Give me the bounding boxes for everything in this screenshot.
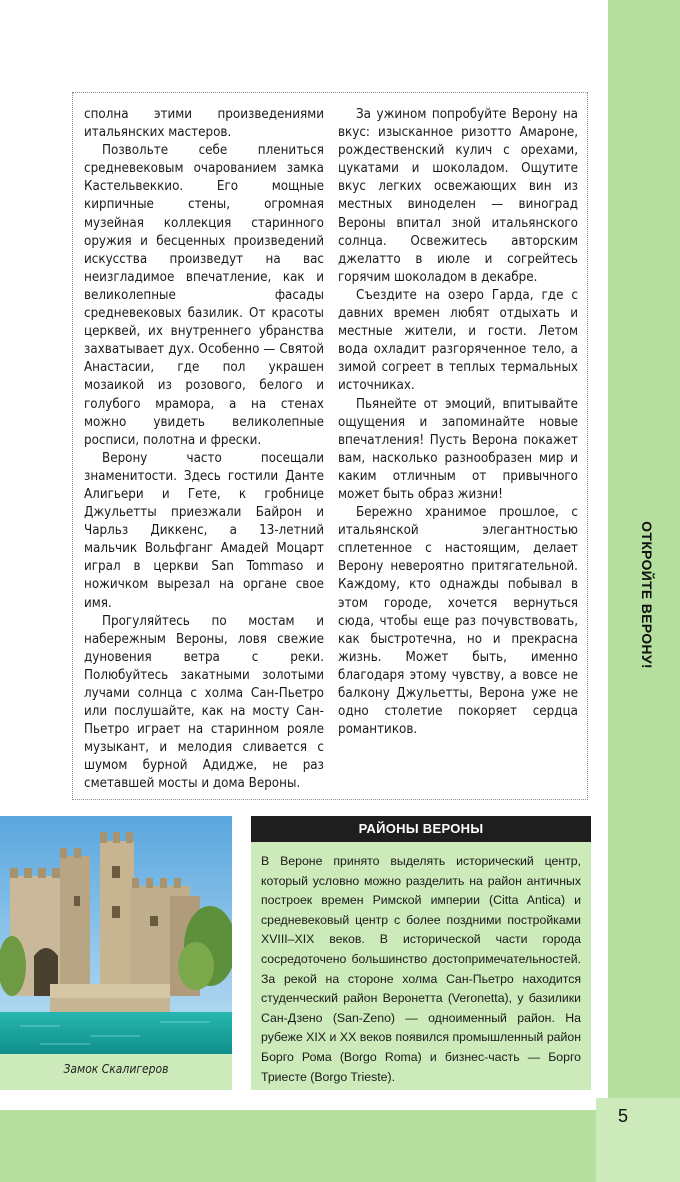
article-right-column bbox=[338, 106, 578, 739]
section-title-vertical bbox=[635, 521, 655, 669]
page-number: 5 bbox=[617, 1106, 628, 1126]
paragraph: Прогуляйтесь по мостам и набережным Вероны, ловя свежие дуновения ветра с реки. Полюбуйтесь закатными золотыми лучами солнца с холма Сан-Пьетро или послушайте, как на мосту Сан-Пьетро играет на старинном рояле музыкант, и мелодия сливается с шумом бурной Адидже, не раз сметавшей мосты и дома Вероны. bbox=[84, 613, 324, 792]
castle-illustration bbox=[0, 816, 232, 1054]
paragraph: Верону часто посещали знаменитости. Здесь гостили Данте Алигьери и Гете, к гробнице Джульетты приезжали Байрон и Чарльз Диккенс, а 13-летний мальчик Вольфганг Амадей Моцарт играл в церкви San Tommaso и ножичком вырезал на органе свое имя. bbox=[84, 450, 324, 611]
info-box-title: РАЙОНЫ ВЕРОНЫ bbox=[251, 816, 591, 842]
section-title-text: ОТКРОЙТЕ ВЕРОНУ! bbox=[639, 521, 655, 669]
paragraph: Съездите на озеро Гарда, где с давних времен любят отдыхать и местные жители, и гости. Летом вода охладит разгоряченное тело, а зимой согреет в теплых термальных источниках. bbox=[338, 287, 578, 394]
paragraph: Позвольте себе плениться средневековым очарованием замка Кастельвеккио. Его мощные кирпичные стены, огромная музейная коллекция старинного оружия и бесценных произведений искусства произведут на вас неизгладимое впечатление, как и великолепные фасады средневековых базилик. От красоты церквей, их внутреннего убранства захватывает дух. Особенно — Святой Анастасии, где пол украшен мозаикой из розового, белого и голубого мрамора, а на стенах можно увидеть великолепные росписи, полотна и фрески. bbox=[84, 143, 324, 448]
bottom-band bbox=[0, 1110, 596, 1182]
castle-photo bbox=[0, 816, 232, 1054]
paragraph: За ужином попробуйте Верону на вкус: изысканное ризотто Амароне, рождественский кулич с орехами, цукатами и шоколадом. Ощутите вкус легких освежающих вин из местных виноделен — виноград Вероны впитал зной итальянского солнца. Освежитесь авторским джелатто в июле и согрейтесь горячим шоколадом в декабре. bbox=[338, 107, 578, 285]
article-left-column bbox=[84, 106, 324, 794]
paragraph: Пьянейте от эмоций, впитывайте ощущения и запоминайте новые впечатления! Пусть Верона покажет вам, насколько разнообразен мир и каким отличным от привычного может быть образ жизни! bbox=[338, 396, 578, 502]
paragraph: Бережно хранимое прошлое, с итальянской элегантностью сплетенное с настоящим, делает Верону невероятно притягательной. Каждому, кто однажды побывал в этом городе, хочется вернуться сюда, чтобы еще раз почувствовать, как быстротечна, но и прекрасна жизнь. Может быть, именно благодаря этому чувству, а вовсе не балкону Джульетты, Верона уже не одно столетие покоряет сердца романтиков. bbox=[338, 505, 578, 738]
paragraph: сполна этими произведениями итальянских мастеров. bbox=[84, 107, 324, 141]
photo-caption: Замок Скалигеров bbox=[63, 1062, 169, 1076]
info-box bbox=[251, 842, 591, 1090]
info-box-text: В Вероне принято выделять исторический центр, который условно можно разделить на район античных построек времен Римской империи (Citta Antica) и средневековый центр с более поздними постройками XVIII–XIX веков. В исторической части города сосредоточено большинство достопримечательностей. За рекой на стороне холма Сан-Пьетро находится студенческий район Веронетта (Veronetta), у базилики Сан-Дзено (San-Zeno) — одноименный район. На рубеже XIX и XX веков появился промышленный район Борго Рома (Borgo Roma) и бизнес-часть — Борго Триесте (Borgo Trieste). bbox=[261, 854, 581, 1084]
